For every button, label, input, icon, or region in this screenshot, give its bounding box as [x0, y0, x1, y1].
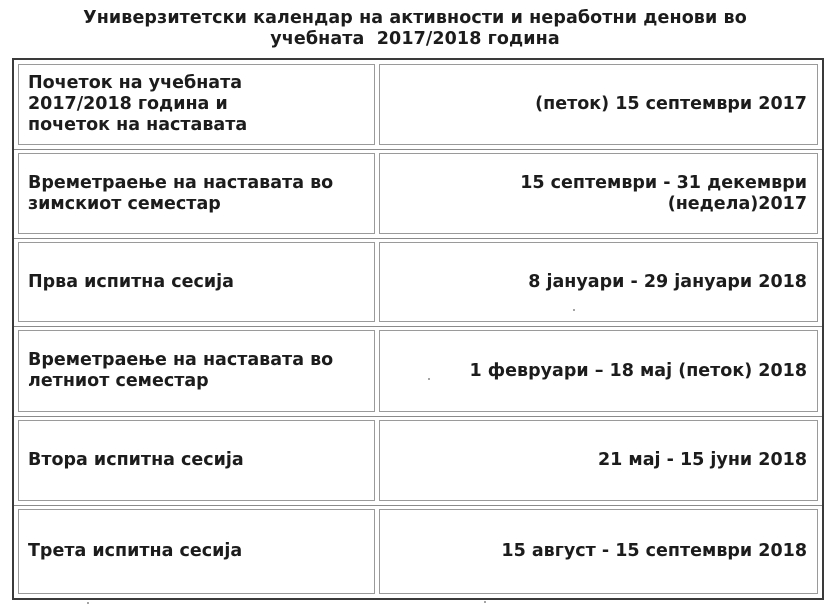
date-text: 8 јануари - 29 јануари 2018 [528, 271, 807, 292]
activity-text: Времетраење на наставата во летниот семестар [28, 350, 334, 391]
date-cell [379, 509, 818, 594]
activity-cell [18, 420, 375, 501]
table-row [14, 60, 822, 149]
table-row [14, 505, 822, 598]
date-cell [379, 242, 818, 322]
row-divider [14, 326, 822, 327]
activity-text: Втора испитна сесија [28, 450, 244, 470]
activity-cell [18, 509, 375, 594]
scan-speck [428, 378, 430, 380]
date-text: (петок) 15 септември 2017 [535, 94, 807, 114]
date-cell [379, 153, 818, 234]
calendar-table [12, 58, 824, 600]
activity-cell [18, 242, 375, 322]
activity-text: Почеток на учебната 2017/2018 година и почеток на наставата [28, 73, 248, 135]
activity-cell [18, 330, 375, 412]
table-row [14, 326, 822, 416]
title-line-1: Универзитетски календар на активности и неработни денови во [83, 8, 747, 28]
date-cell [379, 420, 818, 501]
date-text: 21 мај - 15 јуни 2018 [597, 450, 807, 470]
title-line-2: учебната 2017/2018 година [270, 29, 560, 49]
page-title [0, 8, 830, 50]
scan-speck [87, 602, 89, 604]
scan-speck [573, 309, 575, 311]
row-divider [14, 149, 822, 150]
activity-cell [18, 153, 375, 234]
activity-cell [18, 64, 375, 145]
table-row [14, 149, 822, 238]
activity-text: Времетраење на наставата во зимскиот семестар [28, 172, 334, 214]
date-text: 15 септември - 31 декември (недела)2017 [520, 172, 807, 214]
activity-text: Прва испитна сесија [28, 271, 234, 292]
row-divider [14, 505, 822, 506]
date-cell [379, 330, 818, 412]
table-row [14, 416, 822, 505]
table-row [14, 238, 822, 326]
date-text: 15 август - 15 септември 2018 [501, 541, 807, 561]
activity-text: Трета испитна сесија [28, 541, 243, 561]
scan-speck [484, 601, 486, 603]
row-divider [14, 416, 822, 417]
row-divider [14, 238, 822, 239]
date-text: 1 февруари – 18 мај (петок) 2018 [469, 360, 807, 381]
date-cell [379, 64, 818, 145]
